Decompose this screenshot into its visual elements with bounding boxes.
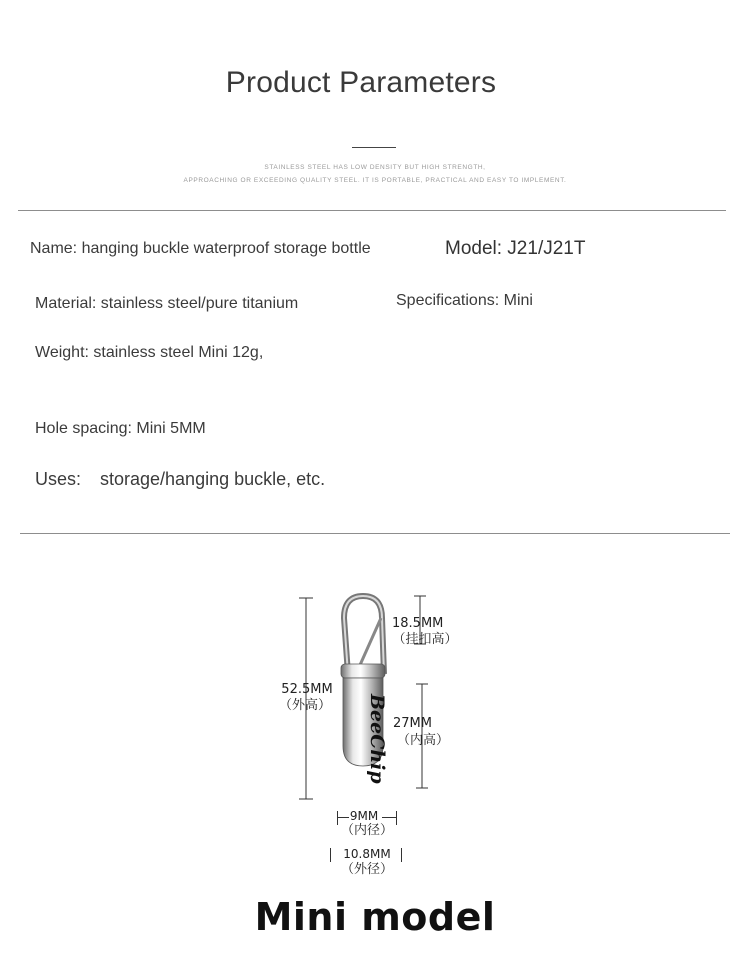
param-name: Name: hanging buckle waterproof storage bottle	[30, 240, 371, 257]
inner-diameter-value: 9MM	[349, 809, 379, 823]
outer-height-value: 52.5MM	[281, 682, 333, 697]
title-underline	[352, 147, 396, 148]
param-material: Material: stainless steel/pure titanium	[35, 295, 299, 312]
bottom-divider	[20, 533, 730, 534]
bottle-cap	[341, 664, 385, 678]
page-title: Product Parameters	[225, 66, 497, 99]
inner-height-caption: （内高）	[396, 733, 449, 748]
param-model: Model: J21/J21T	[445, 238, 586, 259]
outer-diameter-caption: （外径）	[340, 862, 393, 877]
top-divider	[18, 210, 726, 211]
buckle-height-caption: （挂扣高）	[392, 632, 458, 647]
outer-diameter-value: 10.8MM	[343, 847, 391, 861]
param-weight: Weight: stainless steel Mini 12g,	[35, 344, 264, 361]
subtitle-line-1: STAINLESS STEEL HAS LOW DENSITY BUT HIGH STRENGTH,	[264, 164, 486, 171]
model-caption: Mini model	[254, 895, 496, 939]
subtitle-line-2: APPROACHING OR EXCEEDING QUALITY STEEL. IT IS PORTABLE, PRACTICAL AND EASY TO IMPLEMENT.	[183, 177, 567, 184]
inner-diameter-caption: （内径）	[340, 823, 393, 838]
param-uses-label: Uses:	[35, 469, 82, 489]
buckle-height-value: 18.5MM	[392, 616, 444, 631]
param-specifications: Specifications: Mini	[396, 292, 533, 309]
carabiner	[344, 596, 384, 674]
param-hole-spacing: Hole spacing: Mini 5MM	[35, 420, 206, 437]
brand-logo: BeeChip	[366, 694, 388, 784]
outer-height-caption: （外高）	[278, 698, 331, 713]
param-uses-value: storage/hanging buckle, etc.	[100, 469, 326, 489]
inner-height-value: 27MM	[393, 716, 432, 731]
